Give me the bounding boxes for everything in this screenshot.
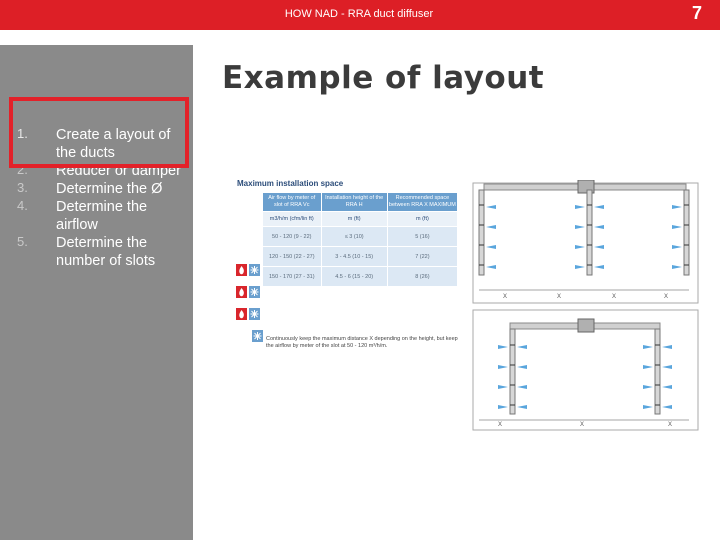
- step-number: 1.: [17, 126, 28, 141]
- cooling-icon: [249, 264, 260, 276]
- table-header: Installation height of the RRA H: [321, 193, 387, 212]
- table-header: Air flow by meter of slot of RRA Vc: [263, 193, 322, 212]
- active-step-highlight: [9, 97, 189, 168]
- step-label: Reducer or damper: [56, 163, 181, 179]
- table-cell: m (ft): [387, 212, 457, 227]
- heating-icon: [236, 308, 247, 320]
- table-note: Continuously keep the maximum distance X depending on the height, but keep the airflow by meter of the slot at 50 - 120 m³/h/m.: [266, 336, 458, 349]
- table-cell: m (ft): [321, 212, 387, 227]
- dimension-label: X: [612, 294, 617, 300]
- table-row: [263, 227, 458, 247]
- table-cell: 8 (26): [387, 267, 457, 287]
- cooling-icon: [252, 330, 264, 342]
- step-number: 4.: [17, 198, 28, 213]
- header-bar: [0, 0, 720, 30]
- table-cell: 50 - 120 (9 - 22): [263, 227, 322, 247]
- dimension-label: X: [668, 422, 673, 428]
- table-cell: 5 (16): [387, 227, 457, 247]
- step-label: Determine the airflow: [56, 199, 148, 233]
- table-cell: 7 (22): [387, 247, 457, 267]
- installation-table: [262, 192, 458, 287]
- step-label: Determine the Ø: [56, 181, 163, 197]
- mode-icons: [236, 264, 262, 324]
- table-header: Recommended space between RRA X MAXIMUM: [387, 193, 457, 212]
- step-item-3[interactable]: [0, 180, 193, 198]
- dimension-label: X: [557, 294, 562, 300]
- step-number: 2.: [17, 162, 28, 177]
- table-cell: 4.5 - 6 (15 - 20): [321, 267, 387, 287]
- table-cell: ≤ 3 (10): [321, 227, 387, 247]
- duct-layout-diagram: [470, 180, 702, 432]
- slide-title: Example of layout: [222, 60, 545, 96]
- step-number: 3.: [17, 180, 28, 195]
- page-number: 7: [691, 3, 702, 23]
- table-cell: 150 - 170 (27 - 31): [263, 267, 322, 287]
- heating-icon: [236, 286, 247, 298]
- dimension-label: X: [580, 422, 585, 428]
- table-cell: 3 - 4.5 (10 - 15): [321, 247, 387, 267]
- table-units-row: [263, 212, 458, 227]
- step-label: Determine the number of slots: [56, 235, 156, 269]
- dimension-label: X: [498, 422, 503, 428]
- table-title: Maximum installation space: [237, 179, 344, 188]
- table-cell: 120 - 150 (22 - 27): [263, 247, 322, 267]
- dimension-label: X: [503, 294, 508, 300]
- table-cell: m3/h/m (cfm/lin ft): [263, 212, 322, 227]
- heating-icon: [236, 264, 247, 276]
- table-row: [263, 247, 458, 267]
- cooling-icon: [249, 308, 260, 320]
- header-title: HOW NAD - RRA duct diffuser: [284, 8, 434, 20]
- step-item-4[interactable]: [0, 198, 193, 234]
- table-row: [263, 267, 458, 287]
- cooling-icon: [249, 286, 260, 298]
- step-label: Create a layout of the ducts: [56, 127, 171, 161]
- dimension-label: X: [664, 294, 669, 300]
- step-number: 5.: [17, 234, 28, 249]
- step-item-5[interactable]: [0, 234, 193, 270]
